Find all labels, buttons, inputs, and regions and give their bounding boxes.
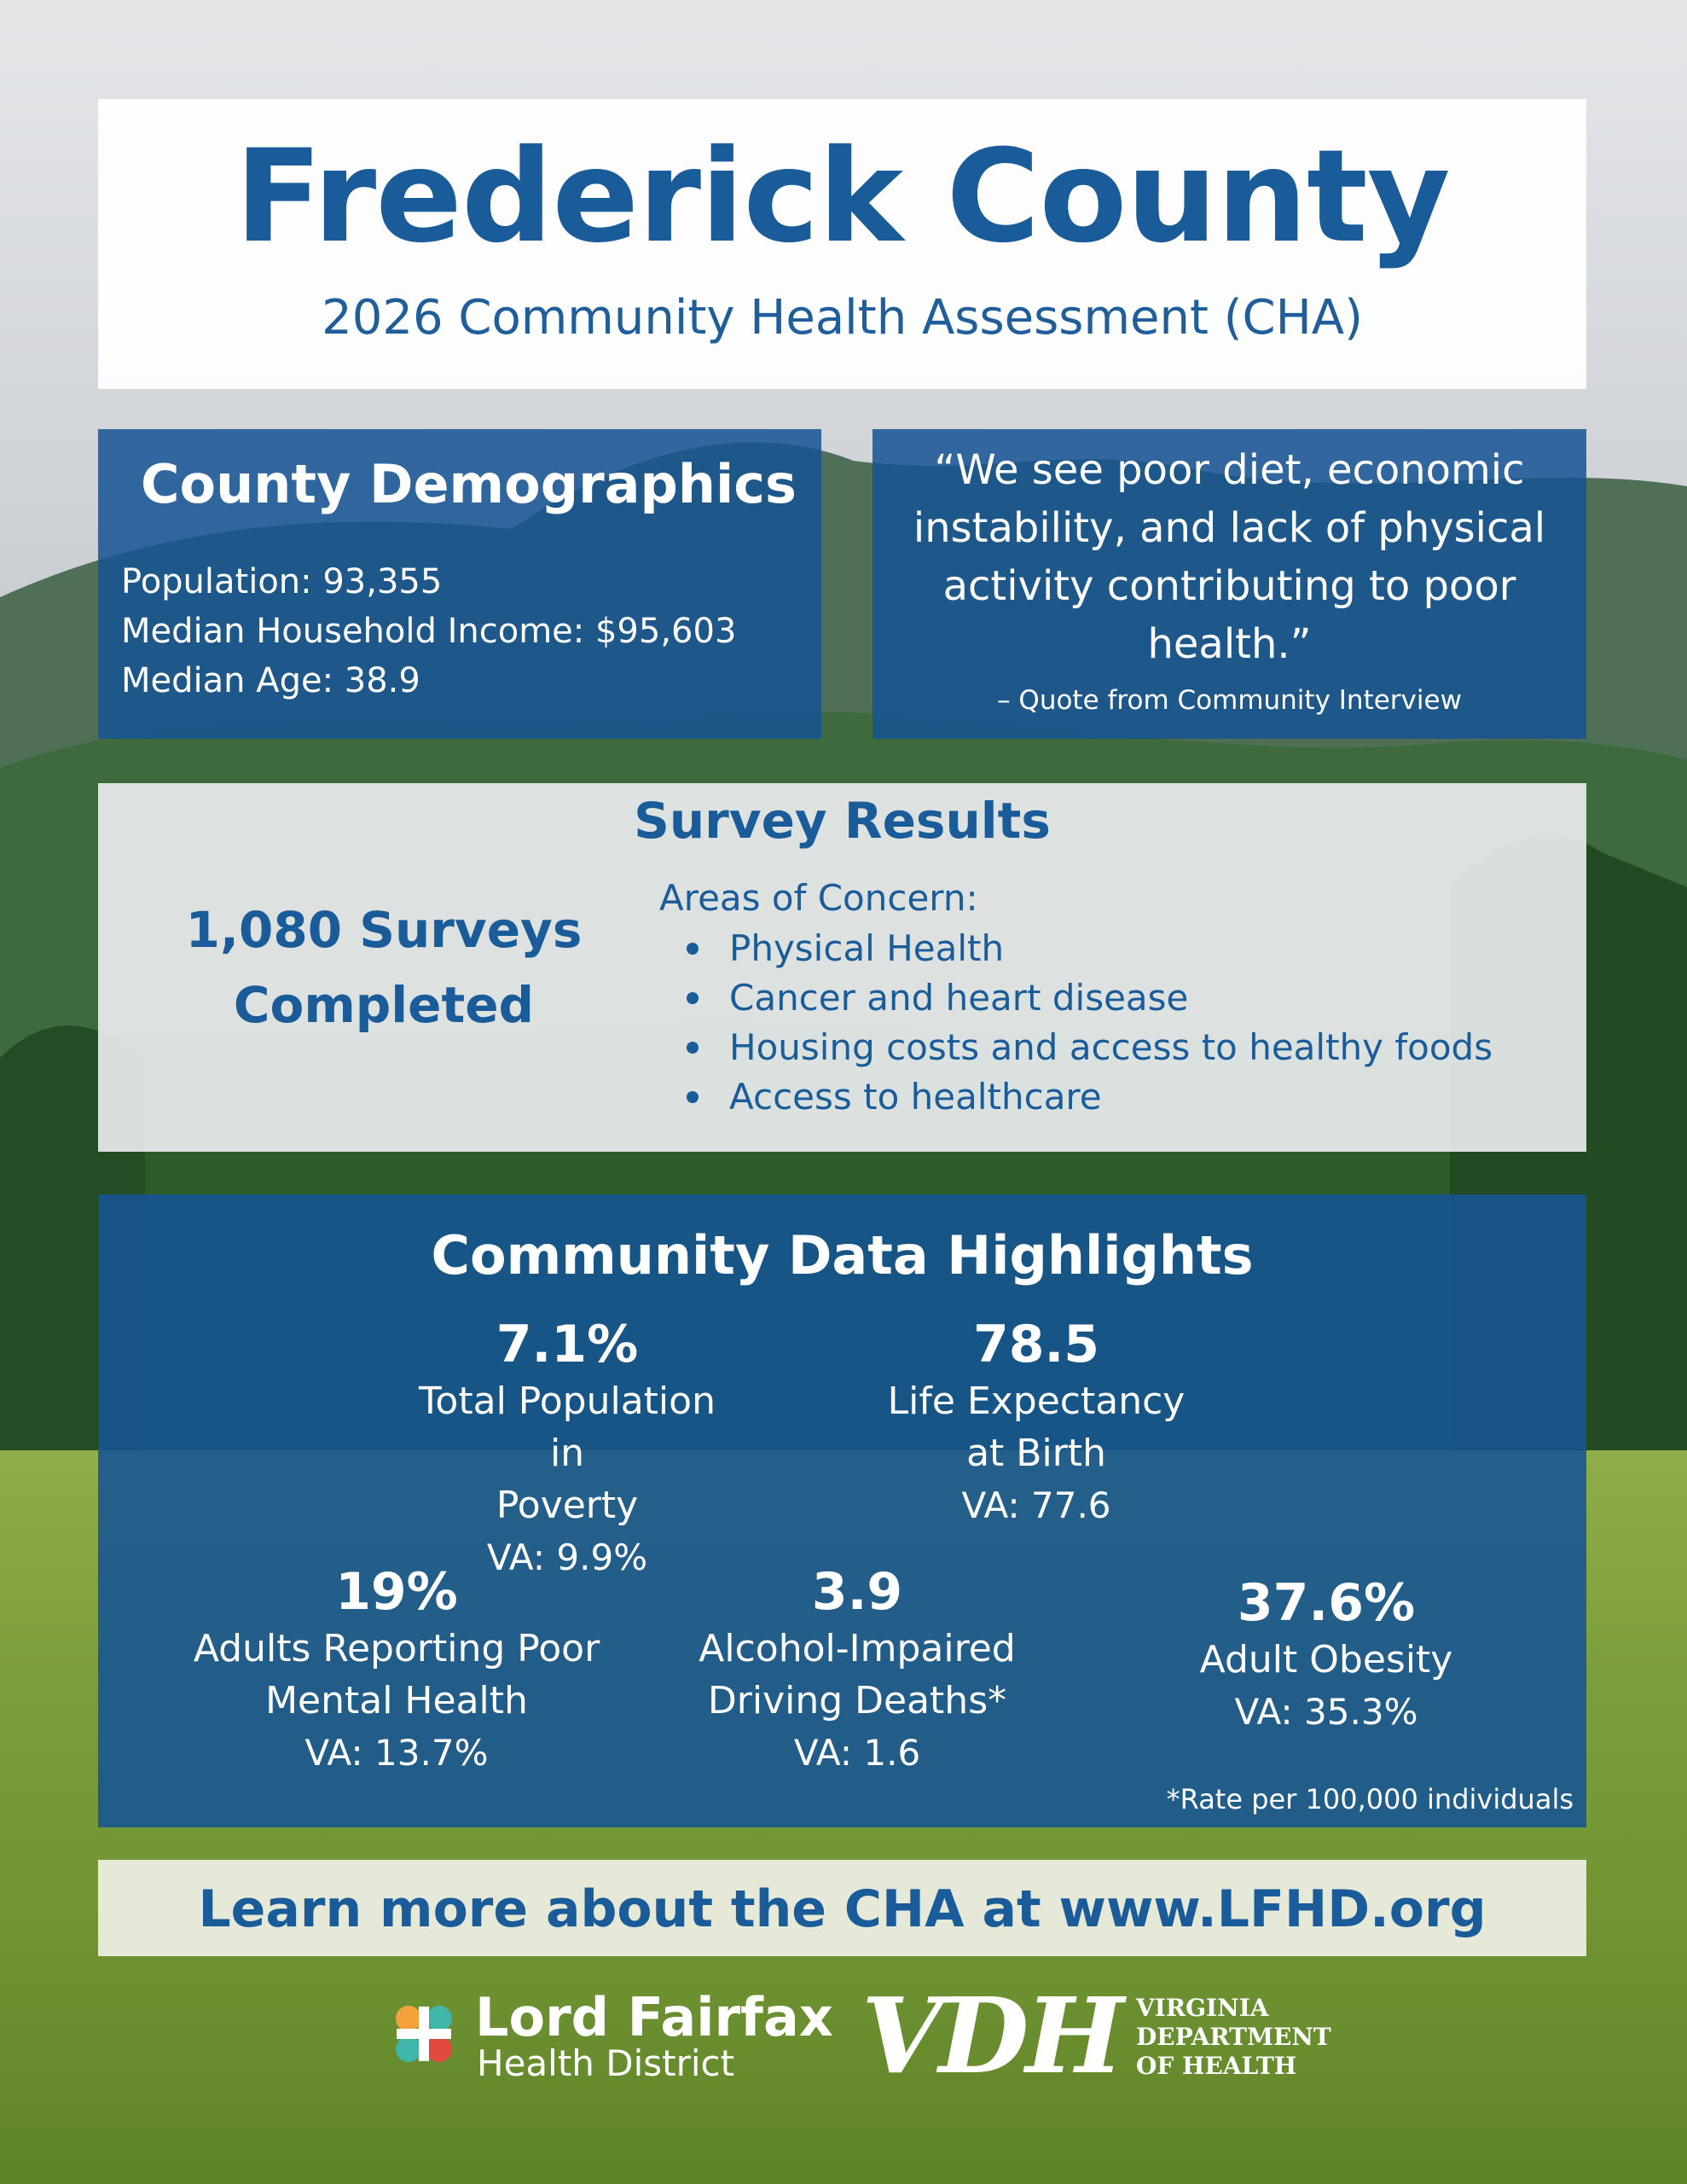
bullet-icon [687,1091,699,1103]
survey-panel [98,783,1586,1152]
stat-alcohol-deaths [657,1561,1058,1779]
quote-line: activity contributing to poor [942,562,1516,610]
concern-label: Physical Health [729,927,1005,969]
lfhd-clover-icon [388,1998,460,2070]
stat-label: Total Population in [419,1380,716,1475]
stat-value: 3.9 [811,1562,903,1622]
concern-label: Cancer and heart disease [729,977,1189,1019]
concern-label: Housing costs and access to healthy foods [729,1026,1493,1068]
vdh-logo [861,1974,1331,2097]
demographics-title: County Demographics [141,453,797,515]
cta-panel [98,1860,1586,1956]
lfhd-name: Lord Fairfax [475,1986,833,2048]
vdh-subtitle [1136,1994,1331,2081]
stat-va: VA: 1.6 [793,1732,921,1774]
stat-value: 37.6% [1237,1573,1416,1633]
bullet-icon [687,1042,699,1054]
list-item [678,924,1493,973]
quote-panel [872,429,1586,739]
stat-value: 19% [335,1562,458,1622]
vdh-subtitle-line: DEPARTMENT [1136,2023,1331,2051]
stat-mental-health [136,1561,657,1779]
stat-label: Alcohol-Impaired [699,1627,1016,1670]
stat-label: Life Expectancy [887,1380,1186,1423]
cta-link-text[interactable]: Learn more about the CHA at www.LFHD.org [198,1879,1487,1939]
demographics-panel [98,429,821,739]
stat-label: Driving Deaths* [707,1679,1007,1722]
list-item [678,973,1493,1023]
demographics-list [121,557,736,706]
stat-va: VA: 35.3% [1234,1691,1418,1733]
stat-va: VA: 77.6 [961,1484,1111,1526]
quote-line: “We see poor diet, economic [934,446,1525,494]
stat-label: Poverty [496,1484,639,1527]
stat-life-expectancy [878,1314,1194,1531]
stat-value: 78.5 [972,1315,1100,1374]
list-item [678,1072,1493,1122]
lfhd-subtitle: Health District [477,2042,735,2084]
stat-va: VA: 13.7% [304,1732,489,1774]
title-panel [98,99,1586,389]
stat-va: VA: 9.9% [486,1536,648,1578]
lfhd-logo [388,1986,833,2084]
concern-label: Access to healthcare [729,1076,1102,1118]
stat-label: at Birth [966,1432,1106,1475]
survey-title: Survey Results [634,792,1051,850]
quote-text [890,441,1569,673]
bullet-icon [687,992,699,1004]
survey-count-line: 1,080 Surveys [185,901,583,959]
stat-poverty [409,1314,725,1583]
quote-attribution: – Quote from Community Interview [997,685,1462,716]
page-subtitle: 2026 Community Health Assessment (CHA) [322,290,1363,346]
concerns-heading: Areas of Concern: [659,877,978,919]
page-title: Frederick County [235,123,1450,271]
quote-line: instability, and lack of physical [913,504,1546,552]
footnote: *Rate per 100,000 individuals [1166,1783,1574,1815]
stat-obesity [1139,1572,1514,1738]
list-item [678,1023,1493,1072]
bullet-icon [687,943,699,955]
stat-label: Adult Obesity [1199,1638,1453,1682]
vdh-mark: VDH [861,1974,1121,2097]
demographics-age: Median Age: 38.9 [121,661,420,700]
survey-count-line: Completed [233,976,535,1034]
stat-label: Mental Health [265,1679,528,1722]
vdh-subtitle-line: VIRGINIA [1136,1994,1269,2022]
stat-label: Adults Reporting Poor [193,1627,600,1670]
quote-line: health.” [1147,620,1312,668]
demographics-income: Median Household Income: $95,603 [121,612,737,651]
vdh-subtitle-line: OF HEALTH [1136,2052,1297,2080]
survey-count [132,892,635,1043]
demographics-population: Population: 93,355 [121,562,443,601]
concerns-list [678,924,1493,1122]
data-highlights-panel [98,1194,1586,1827]
stat-value: 7.1% [496,1315,639,1374]
data-highlights-title: Community Data Highlights [431,1224,1254,1287]
